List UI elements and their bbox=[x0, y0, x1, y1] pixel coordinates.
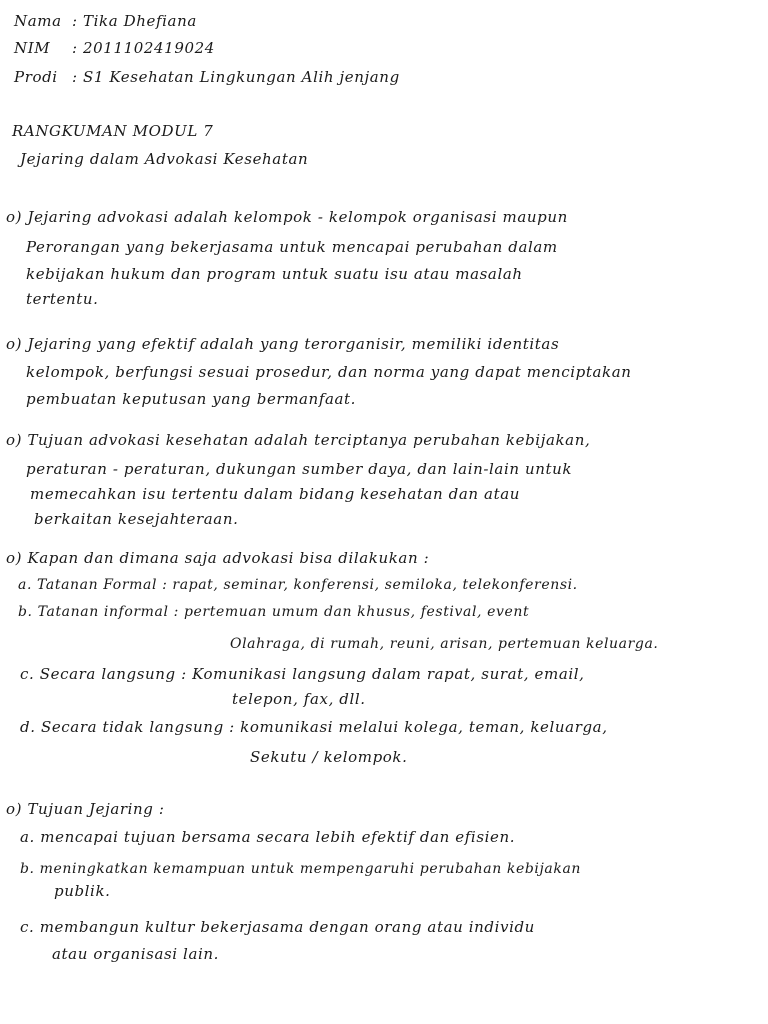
section-4-item-b-1: b. Tatanan informal : pertemuan umum dan khusus, festival, event bbox=[18, 604, 530, 620]
section-5-item-c-1: c. membangun kultur bekerjasama dengan orang atau individu bbox=[20, 918, 535, 936]
section-4-heading: o) Kapan dan dimana saja advokasi bisa dilakukan : bbox=[6, 549, 430, 567]
prodi-value: : S1 Kesehatan Lingkungan Alih jenjang bbox=[72, 68, 400, 86]
nim-label: NIM bbox=[14, 39, 51, 57]
nama-value: : Tika Dhefiana bbox=[72, 12, 197, 30]
title-line-1: RANGKUMAN MODUL 7 bbox=[12, 122, 214, 140]
section-2-line-3: pembuatan keputusan yang bermanfaat. bbox=[26, 390, 357, 408]
section-3-line-4: berkaitan kesejahteraan. bbox=[34, 510, 239, 528]
section-5-heading: o) Tujuan Jejaring : bbox=[6, 800, 165, 818]
section-3-line-2: peraturan - peraturan, dukungan sumber daya, dan lain-lain untuk bbox=[26, 460, 573, 478]
section-5-item-a: a. mencapai tujuan bersama secara lebih efektif dan efisien. bbox=[20, 828, 516, 846]
nama-label: Nama bbox=[14, 12, 62, 30]
section-3-line-3: memecahkan isu tertentu dalam bidang kesehatan dan atau bbox=[30, 485, 521, 503]
section-4-item-a: a. Tatanan Formal : rapat, seminar, konferensi, semiloka, telekonferensi. bbox=[18, 577, 578, 593]
section-3-line-1: o) Tujuan advokasi kesehatan adalah terciptanya perubahan kebijakan, bbox=[6, 431, 591, 449]
section-4-item-c-1: c. Secara langsung : Komunikasi langsung dalam rapat, surat, email, bbox=[20, 665, 585, 683]
section-1-line-4: tertentu. bbox=[26, 290, 99, 308]
section-2-line-2: kelompok, berfungsi sesuai prosedur, dan norma yang dapat menciptakan bbox=[26, 363, 632, 381]
section-4-item-d-2: Sekutu / kelompok. bbox=[250, 748, 408, 766]
section-1-line-1: o) Jejaring advokasi adalah kelompok - kelompok organisasi maupun bbox=[6, 208, 568, 226]
section-4-item-d-1: d. Secara tidak langsung : komunikasi melalui kolega, teman, keluarga, bbox=[20, 718, 608, 736]
section-4-item-b-2: Olahraga, di rumah, reuni, arisan, pertemuan keluarga. bbox=[230, 636, 659, 652]
prodi-label: Prodi bbox=[14, 68, 58, 86]
section-2-line-1: o) Jejaring yang efektif adalah yang terorganisir, memiliki identitas bbox=[6, 335, 560, 353]
section-1-line-2: Perorangan yang bekerjasama untuk mencapai perubahan dalam bbox=[26, 238, 558, 256]
section-5-item-b-1: b. meningkatkan kemampuan untuk mempengaruhi perubahan kebijakan bbox=[20, 861, 582, 877]
section-1-line-3: kebijakan hukum dan program untuk suatu isu atau masalah bbox=[26, 265, 523, 283]
nim-value: : 2011102419024 bbox=[72, 39, 215, 57]
section-5-item-c-2: atau organisasi lain. bbox=[52, 945, 220, 963]
title-line-2: Jejaring dalam Advokasi Kesehatan bbox=[20, 150, 309, 168]
section-5-item-b-2: publik. bbox=[54, 882, 111, 900]
section-4-item-c-2: telepon, fax, dll. bbox=[232, 690, 366, 708]
